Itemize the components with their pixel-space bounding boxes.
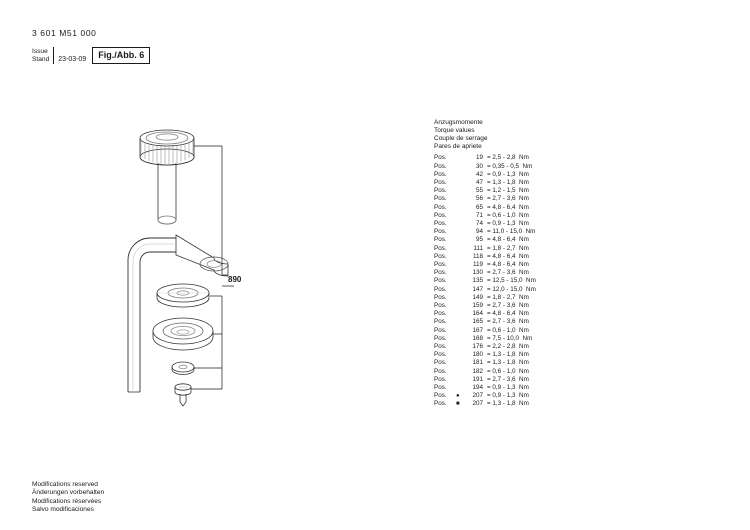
- torque-value: = 4,8 - 6,4 Nm: [487, 252, 529, 260]
- torque-pos-number: 207: [472, 392, 483, 400]
- torque-row: [434, 245, 664, 253]
- torque-pos-number: 19: [475, 154, 483, 162]
- torque-pos-number: 180: [472, 351, 483, 359]
- torque-pos-number: 111: [473, 244, 483, 252]
- issue-divider: [53, 47, 54, 64]
- small-washer-part: [172, 362, 194, 375]
- torque-pos-label: Pos.: [434, 228, 447, 236]
- torque-pos-number: 65: [475, 203, 483, 211]
- torque-values-table: [434, 119, 664, 409]
- torque-pos-number: 95: [475, 236, 483, 244]
- torque-value: = 2,7 - 3,6 Nm: [487, 375, 529, 383]
- callout-number: 890: [228, 275, 242, 284]
- torque-pos-label: Pos.: [434, 203, 447, 211]
- torque-value: = 0,9 - 1,3 Nm: [487, 170, 529, 178]
- torque-pos-label: Pos.: [434, 318, 447, 326]
- torque-value: = 0,9 - 1,3 Nm: [487, 384, 529, 392]
- torque-marker: [456, 195, 463, 203]
- torque-marker: [456, 302, 463, 310]
- torque-pos-label: Pos.: [434, 154, 447, 162]
- torque-row: [434, 228, 664, 236]
- torque-pos-number: 30: [475, 162, 483, 170]
- torque-marker: [456, 163, 463, 171]
- torque-pos-number: 207: [472, 400, 483, 408]
- torque-pos-number: 42: [475, 170, 483, 178]
- issue-label-de: Stand: [32, 55, 50, 63]
- torque-pos-label: Pos.: [434, 326, 447, 334]
- torque-pos-number: 181: [472, 359, 483, 367]
- torque-value: = 4,8 - 6,4 Nm: [487, 310, 529, 318]
- torque-pos-number: 168: [472, 334, 483, 342]
- torque-marker: [456, 220, 463, 228]
- torque-pos-label: Pos.: [434, 392, 447, 400]
- torque-pos-label: Pos.: [434, 220, 447, 227]
- technical-drawing: [110, 110, 420, 410]
- curved-arm-part: [128, 238, 176, 392]
- screw-part: [175, 384, 191, 406]
- torque-pos-label: Pos.: [434, 302, 447, 310]
- torque-row: [434, 302, 664, 310]
- torque-row: [434, 294, 664, 302]
- torque-marker: [456, 359, 463, 367]
- torque-row: [434, 195, 664, 203]
- torque-pos-label: Pos.: [434, 375, 447, 383]
- torque-pos-number: 130: [472, 269, 483, 277]
- torque-marker: [456, 154, 463, 162]
- torque-value: = 1,2 - 1,5 Nm: [487, 187, 529, 195]
- torque-pos-label: Pos.: [434, 343, 447, 351]
- torque-value: = 0,35 - 0,5 Nm: [487, 162, 533, 170]
- torque-pos-number: 119: [472, 261, 483, 269]
- torque-marker: [456, 351, 463, 359]
- issue-labels: [32, 48, 53, 64]
- torque-marker: [456, 212, 463, 220]
- torque-pos-number: 165: [472, 318, 483, 326]
- torque-row: [434, 269, 664, 277]
- torque-pos-label: Pos.: [434, 211, 447, 219]
- torque-row: [434, 318, 664, 326]
- torque-value: = 2,7 - 3,6 Nm: [487, 195, 529, 203]
- torque-row: [434, 351, 664, 359]
- torque-value: = 12,0 - 15,0 Nm: [487, 285, 536, 293]
- footer-line-de: Änderungen vorbehalten: [32, 489, 105, 497]
- torque-heading-en: Torque values: [434, 127, 475, 135]
- torque-pos-label: Pos.: [434, 285, 447, 293]
- torque-marker: [456, 376, 463, 384]
- torque-marker: [456, 187, 463, 195]
- torque-heading-fr: Couple de serrage: [434, 135, 488, 143]
- torque-marker: [456, 261, 463, 269]
- torque-pos-number: 135: [472, 277, 483, 285]
- torque-value: = 0,6 - 1,0 Nm: [487, 326, 529, 334]
- torque-row: [434, 277, 664, 285]
- torque-value: = 7,5 - 10,0 Nm: [487, 334, 533, 342]
- flange-ring-part: [153, 318, 213, 350]
- torque-row: [434, 384, 664, 392]
- torque-pos-label: Pos.: [434, 400, 447, 408]
- knurled-knob-part: [140, 130, 194, 224]
- torque-row: [434, 286, 664, 294]
- torque-value: = 0,6 - 1,0 Nm: [487, 211, 529, 219]
- torque-marker: [456, 286, 463, 294]
- footer-line-en: Modifications reserved: [32, 481, 98, 488]
- torque-heading-de: Anzugsmomente: [434, 119, 483, 126]
- torque-marker: ■: [456, 401, 460, 408]
- torque-row: [434, 335, 664, 343]
- torque-pos-label: Pos.: [434, 367, 447, 375]
- torque-marker: ●: [456, 393, 460, 400]
- torque-pos-label: Pos.: [434, 384, 447, 392]
- torque-pos-number: 194: [472, 384, 483, 392]
- torque-pos-label: Pos.: [434, 310, 447, 318]
- torque-pos-label: Pos.: [434, 293, 447, 301]
- torque-marker: [456, 294, 463, 302]
- torque-value: = 11,0 - 15,0 Nm: [487, 228, 536, 236]
- torque-row: [434, 310, 664, 318]
- torque-pos-number: 118: [472, 252, 483, 260]
- torque-marker: [456, 327, 463, 335]
- torque-marker: [456, 310, 463, 318]
- torque-row: [434, 253, 664, 261]
- torque-value: = 4,8 - 6,4 Nm: [487, 203, 529, 211]
- torque-row: [434, 392, 664, 400]
- header: [32, 28, 332, 64]
- torque-pos-label: Pos.: [434, 359, 447, 367]
- torque-marker: [456, 236, 463, 244]
- part-number: 3 601 M51 000: [32, 28, 97, 38]
- torque-value: = 2,7 - 3,6 Nm: [487, 302, 529, 310]
- torque-pos-number: 164: [472, 310, 483, 318]
- torque-marker: [456, 179, 463, 187]
- washer-upper-part: [157, 284, 209, 307]
- torque-value: = 1,3 - 1,8 Nm: [487, 359, 529, 367]
- torque-marker: [456, 335, 463, 343]
- torque-row: [434, 204, 664, 212]
- torque-row: [434, 154, 664, 162]
- torque-pos-label: Pos.: [434, 178, 447, 186]
- torque-row: [434, 163, 664, 171]
- torque-heading-es: Pares de apriete: [434, 143, 482, 151]
- torque-row: [434, 376, 664, 384]
- torque-marker: [456, 277, 463, 285]
- torque-value: = 0,6 - 1,0 Nm: [487, 367, 529, 375]
- torque-pos-number: 176: [472, 343, 483, 351]
- torque-marker: [456, 171, 463, 179]
- drawing-svg: [110, 110, 420, 410]
- torque-row: [434, 359, 664, 367]
- torque-pos-number: 74: [475, 220, 483, 227]
- torque-value: = 1,3 - 1,8 Nm: [487, 178, 529, 186]
- issue-row: [32, 44, 332, 64]
- torque-marker: [456, 245, 463, 253]
- torque-marker: [456, 253, 463, 261]
- torque-pos-number: 191: [472, 375, 483, 383]
- torque-row: [434, 212, 664, 220]
- torque-marker: [456, 269, 463, 277]
- torque-pos-number: 149: [472, 293, 483, 301]
- figure-badge: Fig./Abb. 6: [92, 47, 150, 64]
- torque-value: = 2,5 - 2,8 Nm: [487, 154, 529, 162]
- torque-pos-label: Pos.: [434, 244, 447, 252]
- footer-disclaimer: [32, 481, 104, 515]
- torque-pos-number: 55: [475, 187, 483, 195]
- torque-pos-number: 167: [472, 326, 483, 334]
- torque-pos-label: Pos.: [434, 269, 447, 277]
- torque-pos-number: 159: [472, 302, 483, 310]
- torque-pos-label: Pos.: [434, 162, 447, 170]
- torque-value: = 1,8 - 2,7 Nm: [487, 244, 529, 252]
- torque-row-list: [434, 154, 664, 408]
- torque-value: = 2,2 - 2,8 Nm: [487, 343, 529, 351]
- issue-label-en: Issue: [32, 47, 48, 55]
- torque-marker: [456, 384, 463, 392]
- torque-pos-label: Pos.: [434, 252, 447, 260]
- footer-line-fr: Modifications réservées: [32, 497, 102, 505]
- torque-row: [434, 171, 664, 179]
- torque-pos-number: 147: [472, 285, 483, 293]
- torque-marker: [456, 318, 463, 326]
- torque-row: [434, 343, 664, 351]
- torque-pos-label: Pos.: [434, 351, 447, 359]
- torque-row: [434, 327, 664, 335]
- torque-row: [434, 236, 664, 244]
- torque-pos-number: 47: [475, 178, 483, 186]
- torque-value: = 1,3 - 1,8 Nm: [487, 351, 529, 359]
- torque-pos-number: 56: [475, 195, 483, 203]
- torque-row: [434, 261, 664, 269]
- torque-marker: [456, 343, 463, 351]
- torque-pos-number: 94: [475, 228, 483, 236]
- hub-collar-part: [176, 235, 228, 276]
- torque-pos-label: Pos.: [434, 195, 447, 203]
- torque-pos-label: Pos.: [434, 261, 447, 269]
- torque-headings: [434, 119, 664, 151]
- torque-value: = 0,9 - 1,3 Nm: [487, 392, 529, 400]
- torque-pos-label: Pos.: [434, 334, 447, 342]
- torque-value: = 1,8 - 2,7 Nm: [487, 293, 529, 301]
- torque-value: = 4,8 - 6,4 Nm: [487, 261, 529, 269]
- torque-pos-number: 71: [475, 211, 483, 219]
- torque-row: [434, 220, 664, 228]
- torque-marker: [456, 368, 463, 376]
- torque-value: = 2,7 - 3,6 Nm: [487, 269, 529, 277]
- torque-pos-label: Pos.: [434, 277, 447, 285]
- torque-pos-label: Pos.: [434, 236, 447, 244]
- torque-row: [434, 179, 664, 187]
- torque-value: = 2,7 - 3,6 Nm: [487, 318, 529, 326]
- issue-date: 23-03-09: [58, 56, 87, 63]
- torque-pos-label: Pos.: [434, 187, 447, 195]
- torque-value: = 1,3 - 1,8 Nm: [487, 400, 529, 408]
- torque-pos-number: 182: [472, 367, 483, 375]
- torque-row: [434, 187, 664, 195]
- torque-marker: [456, 204, 463, 212]
- footer-line-es: Salvo modificaciones: [32, 506, 94, 514]
- torque-value: = 4,8 - 6,4 Nm: [487, 236, 529, 244]
- torque-pos-label: Pos.: [434, 170, 447, 178]
- torque-value: = 0,9 - 1,3 Nm: [487, 220, 529, 227]
- torque-value: = 12,5 - 15,0 Nm: [487, 277, 536, 285]
- torque-row: [434, 400, 664, 408]
- torque-row: [434, 368, 664, 376]
- torque-marker: [456, 228, 463, 236]
